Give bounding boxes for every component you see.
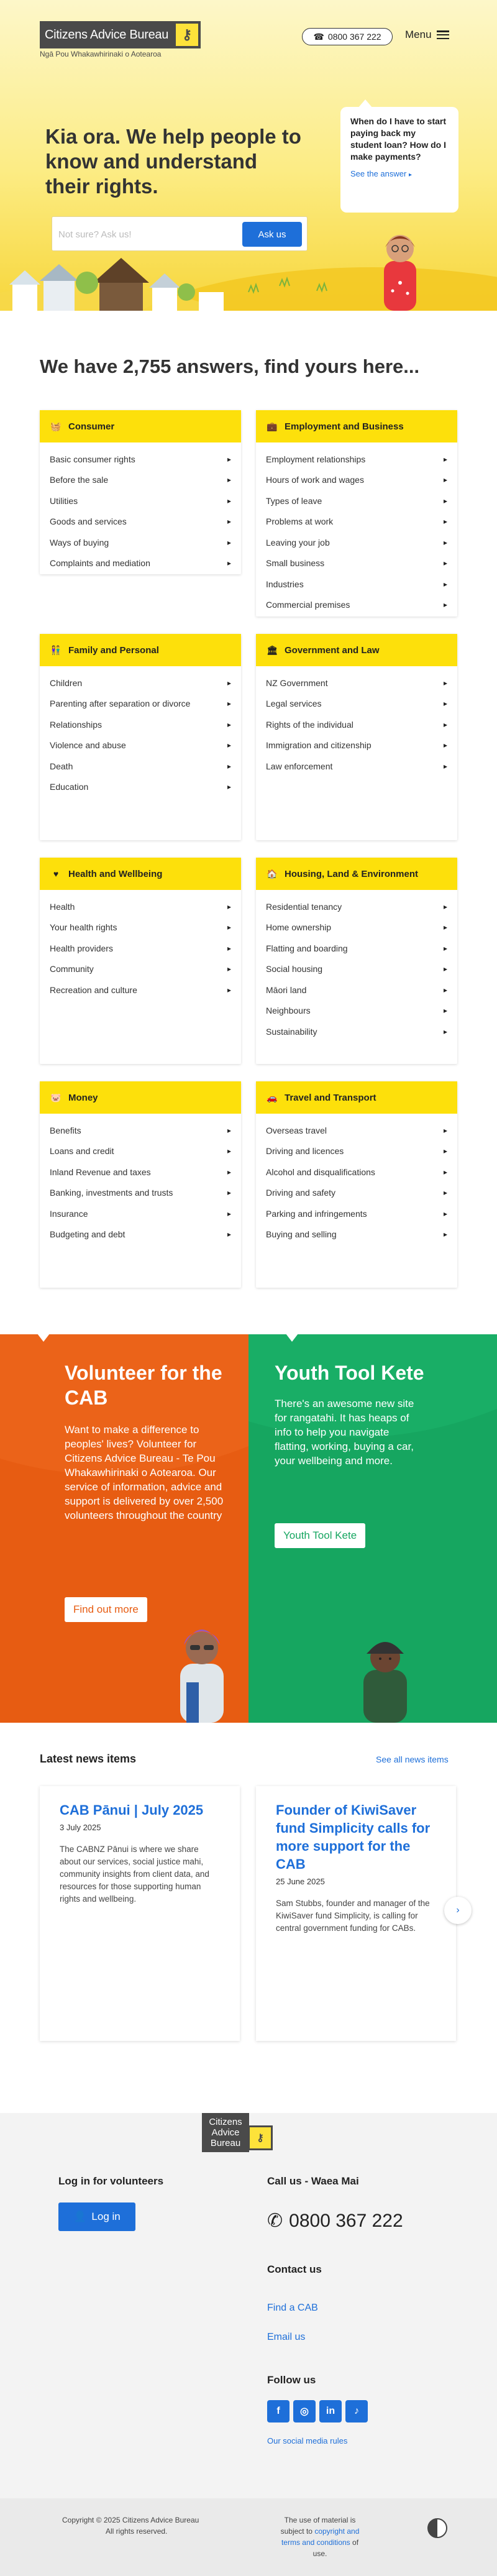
category-link-label: Māori land <box>266 984 307 995</box>
chevron-right-icon: ▸ <box>443 985 447 994</box>
category-card <box>40 858 241 1064</box>
footer-bottom <box>0 2498 497 2576</box>
category-link-label: Industries <box>266 579 304 589</box>
category-card <box>256 634 457 840</box>
search-box <box>52 216 308 251</box>
chevron-right-icon: ▸ <box>227 559 231 568</box>
briefcase-icon: 💼 <box>267 421 278 431</box>
login-button[interactable] <box>58 2202 135 2231</box>
category-link-label: Driving and licences <box>266 1146 344 1157</box>
copyright-line-1: Copyright © 2025 Citizens Advice Bureau <box>62 2516 199 2524</box>
category-link-label: Goods and services <box>50 516 127 527</box>
category-link[interactable] <box>50 917 231 938</box>
footer-logo-text: Citizens Advice Bureau <box>202 2113 249 2152</box>
chevron-right-icon: ▸ <box>227 965 231 974</box>
category-link-label: Before the sale <box>50 475 109 485</box>
category-link[interactable] <box>50 714 231 735</box>
category-link[interactable] <box>50 896 231 917</box>
category-link-label: Health providers <box>50 943 113 953</box>
heart-icon: ♥ <box>53 869 59 879</box>
category-link[interactable] <box>50 553 231 574</box>
volunteer-text: Want to make a difference to peoples' lives? Volunteer for Citizens Advice Bureau - Te Pou Whakawhirinaki o Aotearoa. Our service of information, advice and support is delivered by over 2,500 volunteers throughout the country <box>65 1424 224 1521</box>
logo-text: Citizens Advice Bureau <box>40 21 173 48</box>
category-link-label: Health <box>50 901 75 912</box>
chevron-right-icon: ▸ <box>227 454 231 464</box>
category-link[interactable] <box>50 470 231 491</box>
chevron-right-icon: ▸ <box>443 538 447 547</box>
category-title: Health and Wellbeing <box>68 868 163 879</box>
chevron-right-icon: ▸ <box>443 678 447 687</box>
category-card-header[interactable] <box>256 858 457 890</box>
category-link[interactable] <box>266 1021 447 1042</box>
volunteer-person-illustration <box>180 1629 224 1723</box>
facebook-icon[interactable]: f <box>267 2400 290 2422</box>
category-card <box>256 410 457 616</box>
chevron-right-icon: ▸ <box>443 1167 447 1176</box>
news-card[interactable] <box>256 1786 456 2041</box>
category-link[interactable] <box>50 532 231 553</box>
category-card-header[interactable] <box>40 410 241 442</box>
category-link-label: Ways of buying <box>50 537 109 548</box>
category-link-label: Legal services <box>266 699 322 709</box>
category-link[interactable] <box>50 672 231 694</box>
call-heading: Call us - Waea Mai <box>267 2175 359 2187</box>
chevron-right-icon: ▸ <box>227 1230 231 1239</box>
category-link-label: Education <box>50 782 89 792</box>
chevron-right-icon: ▸ <box>443 1147 447 1156</box>
category-title: Family and Personal <box>68 644 159 656</box>
category-link[interactable] <box>266 1183 447 1204</box>
chevron-right-icon: › <box>456 1905 460 1915</box>
news-card-title[interactable]: Founder of KiwiSaver fund Simplicity calls for more support for the CAB <box>276 1802 431 1872</box>
footer-phone-number: 0800 367 222 <box>289 2210 403 2231</box>
email-us-link[interactable]: Email us <box>267 2332 306 2342</box>
youth-tool-kete-button[interactable]: Youth Tool Kete <box>275 1523 365 1548</box>
category-link[interactable] <box>266 1120 447 1141</box>
chevron-right-icon: ▸ <box>227 902 231 911</box>
news-card-date: 3 July 2025 <box>60 1823 101 1832</box>
category-link-label: Benefits <box>50 1125 81 1135</box>
terms-text <box>276 2514 363 2559</box>
category-link-label: Sustainability <box>266 1026 317 1037</box>
category-link-label: Small business <box>266 558 325 569</box>
chevron-right-icon: ▸ <box>227 538 231 547</box>
question-text: When do I have to start paying back my student loan? How do I make payments? <box>350 116 447 162</box>
phone-icon: ✆ <box>267 2211 283 2231</box>
logo-subtitle: Ngā Pou Whakawhirinaki o Aotearoa <box>40 50 162 58</box>
category-link-label: Residential tenancy <box>266 901 342 912</box>
category-card <box>40 634 241 840</box>
category-link-label: Employment relationships <box>266 454 366 464</box>
answers-title: We have 2,755 answers, find yours here... <box>40 355 420 377</box>
category-link[interactable] <box>266 979 447 1001</box>
category-link-label: Complaints and mediation <box>50 558 150 569</box>
category-link-label: Budgeting and debt <box>50 1229 125 1240</box>
basket-icon: 🧺 <box>50 421 62 431</box>
chevron-right-icon: ▸ <box>443 496 447 505</box>
chevron-right-icon: ▸ <box>443 454 447 464</box>
category-title: Employment and Business <box>285 421 404 432</box>
category-links <box>40 666 241 806</box>
piggy-bank-icon: 🐷 <box>50 1092 62 1102</box>
category-link[interactable] <box>50 694 231 715</box>
chevron-right-icon: ▸ <box>227 943 231 953</box>
category-link[interactable] <box>266 938 447 959</box>
contact-heading: Contact us <box>267 2263 322 2275</box>
category-link-label: Death <box>50 761 73 771</box>
copyright-text <box>62 2514 199 2537</box>
chevron-right-icon: ▸ <box>408 172 412 178</box>
category-link-label: Leaving your job <box>266 537 330 548</box>
footer-logo[interactable] <box>202 2113 273 2152</box>
category-link-label: Inland Revenue and taxes <box>50 1167 151 1177</box>
chevron-right-icon: ▸ <box>227 517 231 526</box>
category-link-label: Flatting and boarding <box>266 943 348 953</box>
category-link[interactable] <box>50 777 231 798</box>
category-link-label: Home ownership <box>266 922 332 933</box>
category-link-label: Buying and selling <box>266 1229 337 1240</box>
see-answer-label: See the answer <box>350 169 407 178</box>
news-next-button[interactable] <box>444 1897 472 1924</box>
category-link-label: Banking, investments and trusts <box>50 1188 173 1198</box>
site-footer <box>0 2113 497 2576</box>
category-link[interactable] <box>50 979 231 1001</box>
category-link-label: Neighbours <box>266 1006 311 1016</box>
category-link-label: Parking and infringements <box>266 1208 367 1219</box>
chevron-right-icon: ▸ <box>227 923 231 932</box>
chevron-right-icon: ▸ <box>443 741 447 750</box>
category-link-label: Violence and abuse <box>50 740 126 751</box>
category-link-label: Driving and safety <box>266 1188 336 1198</box>
category-link[interactable] <box>266 672 447 694</box>
category-links <box>40 1114 241 1254</box>
tiktok-icon[interactable]: ♪ <box>345 2400 368 2422</box>
category-link[interactable] <box>50 1120 231 1141</box>
category-link[interactable] <box>266 694 447 715</box>
chevron-right-icon: ▸ <box>443 902 447 911</box>
chevron-right-icon: ▸ <box>227 761 231 771</box>
category-link-label: Immigration and citizenship <box>266 740 372 751</box>
category-link-label: Children <box>50 677 83 688</box>
youth-title: Youth Tool Kete <box>275 1362 424 1384</box>
chevron-right-icon: ▸ <box>443 1209 447 1218</box>
category-link[interactable] <box>266 553 447 574</box>
chevron-right-icon: ▸ <box>443 517 447 526</box>
category-card-header[interactable] <box>256 634 457 666</box>
login-heading: Log in for volunteers <box>58 2175 164 2187</box>
chevron-right-icon: ▸ <box>227 678 231 687</box>
category-link[interactable] <box>50 735 231 756</box>
category-links <box>256 442 457 624</box>
news-card-date: 25 June 2025 <box>276 1877 325 1886</box>
category-link-label: Alcohol and disqualifications <box>266 1167 375 1177</box>
hamburger-icon <box>437 30 449 39</box>
find-cab-link[interactable]: Find a CAB <box>267 2303 318 2313</box>
category-link-label: Commercial premises <box>266 600 350 610</box>
category-card-header[interactable] <box>40 858 241 890</box>
category-link[interactable] <box>266 490 447 511</box>
header-phone-number: 0800 367 222 <box>327 32 381 42</box>
chevron-right-icon: ▸ <box>227 782 231 792</box>
ask-us-button[interactable]: Ask us <box>242 222 302 247</box>
people-icon: 👫 <box>50 644 62 655</box>
chevron-right-icon: ▸ <box>443 1027 447 1036</box>
category-card-header[interactable] <box>40 1081 241 1114</box>
category-link[interactable] <box>266 735 447 756</box>
category-link[interactable] <box>50 1183 231 1204</box>
social-media-rules-link[interactable]: Our social media rules <box>267 2436 348 2445</box>
menu-button[interactable] <box>405 29 449 41</box>
promo-section <box>0 1334 497 1723</box>
category-link[interactable] <box>266 449 447 470</box>
chevron-right-icon: ▸ <box>443 699 447 708</box>
category-link-label: Loans and credit <box>50 1146 114 1157</box>
terms-link[interactable]: copyright and terms and conditions <box>281 2527 360 2547</box>
chevron-right-icon: ▸ <box>443 579 447 589</box>
category-card <box>40 1081 241 1288</box>
category-links <box>256 890 457 1051</box>
category-title: Consumer <box>68 421 115 432</box>
hero-title: Kia ora. We help people to know and understand their rights. <box>45 125 301 198</box>
terms-suffix: of use. <box>312 2538 359 2558</box>
category-link-label: Community <box>50 964 94 974</box>
see-all-news-link[interactable]: See all news items <box>376 1754 449 1764</box>
category-title: Government and Law <box>285 644 380 656</box>
find-out-more-button[interactable]: Find out more <box>65 1597 147 1622</box>
volunteer-panel <box>0 1334 248 1723</box>
chevron-right-icon: ▸ <box>227 1167 231 1176</box>
category-link[interactable] <box>266 756 447 777</box>
category-link[interactable] <box>266 595 447 616</box>
category-links <box>40 442 241 582</box>
category-link[interactable] <box>50 449 231 470</box>
social-links <box>267 2400 368 2422</box>
category-link[interactable] <box>266 959 447 980</box>
header-phone-link[interactable] <box>302 28 393 45</box>
category-link[interactable] <box>266 1001 447 1022</box>
terms-prefix: The use of material is subject to <box>280 2516 356 2536</box>
chevron-right-icon: ▸ <box>443 600 447 610</box>
footer-phone-link[interactable] <box>267 2210 403 2232</box>
category-card <box>40 410 241 574</box>
category-links <box>256 1114 457 1254</box>
chevron-right-icon: ▸ <box>227 699 231 708</box>
category-link[interactable] <box>50 1162 231 1183</box>
category-link[interactable] <box>266 1162 447 1183</box>
category-link-label: Utilities <box>50 495 78 506</box>
instagram-icon[interactable]: ◎ <box>293 2400 316 2422</box>
news-title: Latest news items <box>40 1753 137 1765</box>
chevron-right-icon: ▸ <box>227 475 231 485</box>
person-illustration <box>384 235 416 311</box>
category-link-label: Law enforcement <box>266 761 333 771</box>
category-link[interactable] <box>50 959 231 980</box>
category-links <box>256 666 457 786</box>
category-card-header[interactable] <box>256 410 457 442</box>
chevron-right-icon: ▸ <box>443 923 447 932</box>
chevron-right-icon: ▸ <box>227 720 231 729</box>
category-card-header[interactable] <box>40 634 241 666</box>
category-link-label: Problems at work <box>266 516 334 527</box>
site-logo[interactable] <box>40 21 201 48</box>
category-title: Housing, Land & Environment <box>285 868 419 879</box>
user-icon: 👤 <box>73 2211 87 2222</box>
chevron-right-icon: ▸ <box>443 475 447 485</box>
category-link[interactable] <box>266 511 447 533</box>
chevron-right-icon: ▸ <box>443 1188 447 1198</box>
category-link-label: Hours of work and wages <box>266 475 364 485</box>
chevron-right-icon: ▸ <box>443 1125 447 1135</box>
category-link[interactable] <box>50 490 231 511</box>
copyright-line-2: All rights reserved. <box>106 2527 168 2536</box>
category-link[interactable] <box>266 1141 447 1162</box>
search-input[interactable] <box>58 223 232 245</box>
category-link[interactable] <box>266 532 447 553</box>
contrast-toggle-icon[interactable] <box>427 2518 447 2538</box>
chevron-right-icon: ▸ <box>443 720 447 729</box>
category-link-label: Insurance <box>50 1208 88 1219</box>
category-link-label: Types of leave <box>266 495 322 506</box>
category-link-label: Rights of the individual <box>266 719 353 730</box>
question-bubble <box>340 107 458 213</box>
category-link-label: Recreation and culture <box>50 984 137 995</box>
youth-text: There's an awesome new site for rangatahi. It has heaps of info to help you navigate flatting, working, buying a car, your wellbeing and more. <box>275 1398 414 1467</box>
chevron-right-icon: ▸ <box>443 761 447 771</box>
chevron-right-icon: ▸ <box>443 559 447 568</box>
category-card <box>256 1081 457 1288</box>
volunteer-title: Volunteer for the CAB <box>65 1362 222 1409</box>
category-link[interactable] <box>50 511 231 533</box>
news-card-body: The CABNZ Pānui is where we share about our services, social justice mahi, community insights from client data, and resources for those supporting human rights and wellbeing. <box>60 1845 209 1904</box>
category-link-label: Social housing <box>266 964 323 974</box>
category-link[interactable] <box>50 938 231 959</box>
category-link[interactable] <box>50 756 231 777</box>
category-link[interactable] <box>266 714 447 735</box>
category-card-header[interactable] <box>256 1081 457 1114</box>
category-title: Money <box>68 1092 98 1103</box>
chevron-right-icon: ▸ <box>227 1125 231 1135</box>
category-link-label: Overseas travel <box>266 1125 327 1135</box>
chevron-right-icon: ▸ <box>227 1209 231 1218</box>
phone-icon: ☎ <box>313 31 324 42</box>
category-link-label: Your health rights <box>50 922 117 933</box>
category-link-label: NZ Government <box>266 677 328 688</box>
chevron-right-icon: ▸ <box>227 1147 231 1156</box>
chevron-right-icon: ▸ <box>227 496 231 505</box>
menu-label: Menu <box>405 29 432 40</box>
category-link[interactable] <box>50 1141 231 1162</box>
chevron-right-icon: ▸ <box>443 965 447 974</box>
news-card-title[interactable]: CAB Pānui | July 2025 <box>60 1802 204 1818</box>
logo-key-icon: ⚷ <box>248 2125 273 2150</box>
news-card-body: Sam Stubbs, founder and manager of the KiwiSaver fund Simplicity, is calling for central government funding for CABs. <box>276 1899 430 1933</box>
chevron-right-icon: ▸ <box>227 741 231 750</box>
category-link-label: Basic consumer rights <box>50 454 135 464</box>
category-link[interactable] <box>266 896 447 917</box>
chevron-right-icon: ▸ <box>443 943 447 953</box>
chevron-right-icon: ▸ <box>443 1006 447 1015</box>
category-link[interactable] <box>50 1224 231 1245</box>
category-link[interactable] <box>266 470 447 491</box>
category-links <box>40 890 241 1009</box>
category-card <box>256 858 457 1064</box>
category-link-label: Relationships <box>50 719 103 730</box>
car-icon: 🚗 <box>267 1092 278 1102</box>
logo-key-icon: ⚷ <box>173 21 201 48</box>
site-header <box>0 0 497 62</box>
chevron-right-icon: ▸ <box>227 1188 231 1198</box>
follow-heading: Follow us <box>267 2374 316 2386</box>
category-link[interactable] <box>50 1203 231 1224</box>
hero-section <box>0 0 497 311</box>
news-card[interactable] <box>40 1786 240 2041</box>
see-answer-link[interactable] <box>350 169 449 178</box>
category-title: Travel and Transport <box>285 1092 376 1103</box>
youth-panel <box>248 1334 497 1723</box>
chevron-right-icon: ▸ <box>227 985 231 994</box>
category-link-label: Parenting after separation or divorce <box>50 699 191 709</box>
login-label: Log in <box>91 2211 121 2222</box>
category-link[interactable] <box>266 917 447 938</box>
government-icon: 🏛 <box>267 644 278 655</box>
category-link[interactable] <box>266 1224 447 1245</box>
category-link[interactable] <box>266 1203 447 1224</box>
chevron-right-icon: ▸ <box>443 1230 447 1239</box>
linkedin-icon[interactable]: in <box>319 2400 342 2422</box>
category-link[interactable] <box>266 574 447 595</box>
house-icon: 🏠 <box>267 868 278 879</box>
